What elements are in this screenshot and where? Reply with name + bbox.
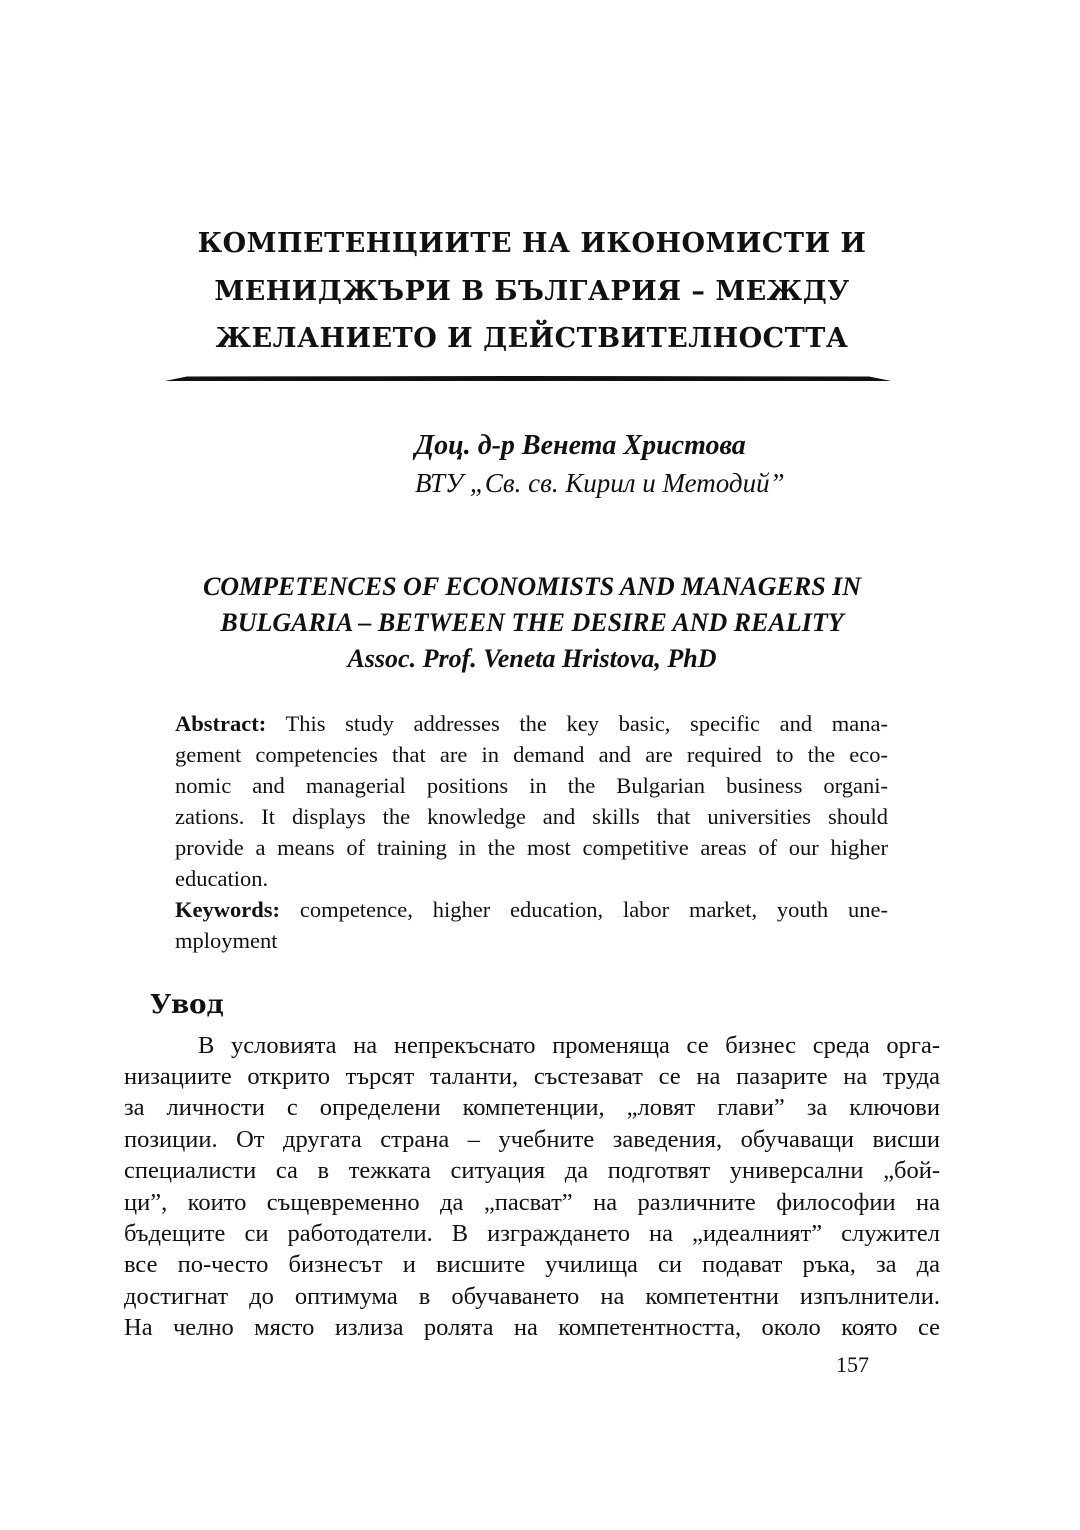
author-affiliation: ВТУ „Св. св. Кирил и Методий” xyxy=(415,468,785,498)
title-line-3: ЖЕЛАНИЕТО И ДЕЙСТВИТЕЛНОСТТА xyxy=(215,323,849,354)
body-line: ци”, които същевременно да „пасват” на различните философии на xyxy=(124,1189,940,1216)
body-line: низациите открито търсят таланти, състезават се на пазарите на труда xyxy=(124,1063,940,1090)
author-name: Доц. д-р Венета Христова xyxy=(415,430,746,461)
abstract-label: Abstract: xyxy=(175,711,267,736)
keywords-text: competence, higher education, labor market, youth une- xyxy=(280,897,888,922)
abstract-line-6: education. xyxy=(175,866,269,891)
body-line: бъдещите си работодатели. В изграждането на „идеалният” служител xyxy=(124,1220,940,1247)
keywords-label: Keywords: xyxy=(175,897,280,922)
body-line: все по-често бизнесът и висшите училища си подават ръка, за да xyxy=(124,1251,940,1278)
keywords-line-2: mployment xyxy=(175,928,278,953)
abstract-line-5: provide a means of training in the most competitive areas of our higher xyxy=(175,835,888,860)
body-line: достигнат до оптимума в обучаването на компетентни изпълнители. xyxy=(124,1283,940,1310)
page-number: 157 xyxy=(836,1352,869,1377)
abstract-line-4: zations. It displays the knowledge and skills that universities should xyxy=(175,804,888,829)
body-line: На челно място излиза ролята на компетентността, около която се xyxy=(124,1314,940,1341)
section-heading: Увод xyxy=(150,990,224,1020)
english-author: Assoc. Prof. Veneta Hristova, PhD xyxy=(347,644,717,673)
english-title-line-1: COMPETENCES OF ECONOMISTS AND MANAGERS IN xyxy=(202,572,862,601)
abstract-line-2: gement competencies that are in demand and are required to the eco- xyxy=(175,742,888,767)
body-line: В условията на непрекъснато променяща се бизнес среда орга- xyxy=(198,1032,940,1059)
keywords-line-1 xyxy=(175,897,888,923)
abstract-line-3: nomic and managerial positions in the Bulgarian business organi- xyxy=(175,773,888,798)
title-line-2: МЕНИДЖЪРИ В БЪЛГАРИЯ – МЕЖДУ xyxy=(214,276,850,307)
abstract-line-1 xyxy=(175,711,888,737)
abstract-text: This study addresses the key basic, specific and mana- xyxy=(266,711,888,736)
body-line: позиции. От другата страна – учебните заведения, обучаващи висши xyxy=(124,1126,940,1153)
body-line: за личности с определени компетенции, „ловят глави” за ключови xyxy=(124,1094,940,1121)
english-title-line-2: BULGARIA – BETWEEN THE DESIRE AND REALITY xyxy=(220,608,844,637)
title-line-1: КОМПЕТЕНЦИИТЕ НА ИКОНОМИСТИ И xyxy=(197,228,867,259)
body-line: специалисти са в тежката ситуация да подготвят универсални „бой- xyxy=(124,1157,940,1184)
title-divider xyxy=(165,376,891,381)
